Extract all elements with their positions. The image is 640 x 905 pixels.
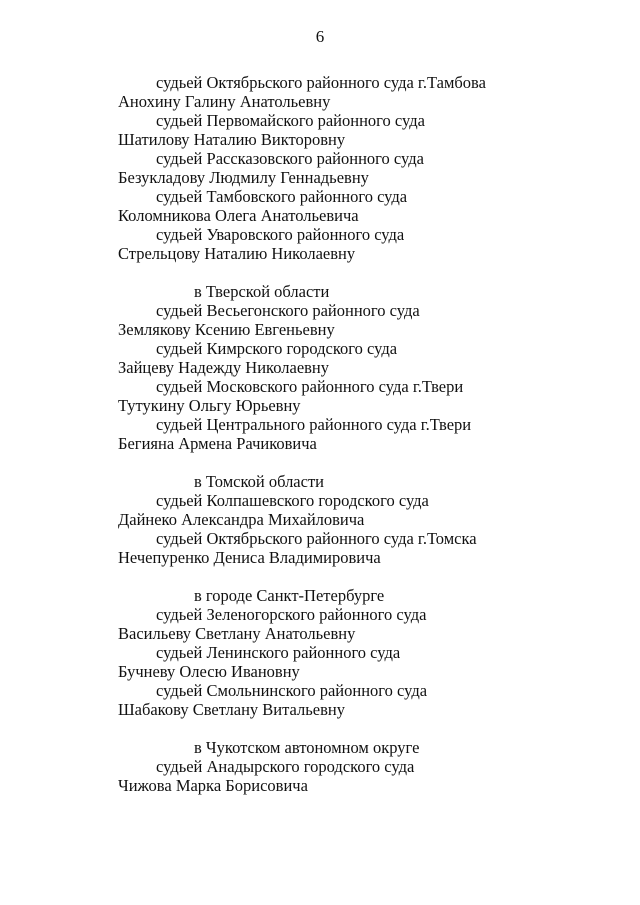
judge-name: Шабакову Светлану Витальевну xyxy=(118,700,345,719)
judge-name: Шатилову Наталию Викторовну xyxy=(118,130,346,149)
section-chukotka xyxy=(118,738,618,795)
court-line: судьей Зеленогорского районного суда xyxy=(156,605,427,624)
judge-name: Васильеву Светлану Анатольевну xyxy=(118,624,356,643)
judge-name: Бегияна Армена Рачиковича xyxy=(118,434,317,453)
judge-name: Нечепуренко Дениса Владимировича xyxy=(118,548,381,567)
judge-name: Дайнеко Александра Михайловича xyxy=(118,510,365,529)
court-line: судьей Октябрьского районного суда г.Тамбова xyxy=(156,73,486,92)
judge-name: Бучневу Олесю Ивановну xyxy=(118,662,300,681)
judge-name: Чижова Марка Борисовича xyxy=(118,776,308,795)
court-line: судьей Анадырского городского суда xyxy=(156,757,415,776)
page-number: 6 xyxy=(315,27,325,46)
judge-name: Анохину Галину Анатольевну xyxy=(118,92,331,111)
judge-name: Безукладову Людмилу Геннадьевну xyxy=(118,168,369,187)
court-line: судьей Московского районного суда г.Твери xyxy=(156,377,464,396)
court-line: судьей Тамбовского районного суда xyxy=(156,187,408,206)
court-line: судьей Рассказовского районного суда xyxy=(156,149,424,168)
appointments-list xyxy=(118,73,618,795)
region-heading: в Чукотском автономном округе xyxy=(194,738,420,757)
judge-name: Тутукину Ольгу Юрьевну xyxy=(118,396,301,415)
region-heading: в городе Санкт-Петербурге xyxy=(194,586,385,605)
court-line: судьей Первомайского районного суда xyxy=(156,111,425,130)
section-tambov xyxy=(118,73,618,263)
section-tver xyxy=(118,282,618,453)
court-line: судьей Кимрского городского суда xyxy=(156,339,398,358)
court-line: судьей Колпашевского городского суда xyxy=(156,491,429,510)
region-heading: в Тверской области xyxy=(194,282,330,301)
region-heading: в Томской области xyxy=(194,472,324,491)
section-tomsk xyxy=(118,472,618,567)
court-line: судьей Октябрьского районного суда г.Томска xyxy=(156,529,477,548)
judge-name: Землякову Ксению Евгеньевну xyxy=(118,320,335,339)
judge-name: Зайцеву Надежду Николаевну xyxy=(118,358,330,377)
court-line: судьей Центрального районного суда г.Твери xyxy=(156,415,472,434)
judge-name: Коломникова Олега Анатольевича xyxy=(118,206,359,225)
judge-name: Стрельцову Наталию Николаевну xyxy=(118,244,356,263)
court-line: судьей Ленинского районного суда xyxy=(156,643,401,662)
court-line: судьей Весьегонского районного суда xyxy=(156,301,420,320)
court-line: судьей Смольнинского районного суда xyxy=(156,681,428,700)
court-line: судьей Уваровского районного суда xyxy=(156,225,405,244)
section-saint-petersburg xyxy=(118,586,618,719)
